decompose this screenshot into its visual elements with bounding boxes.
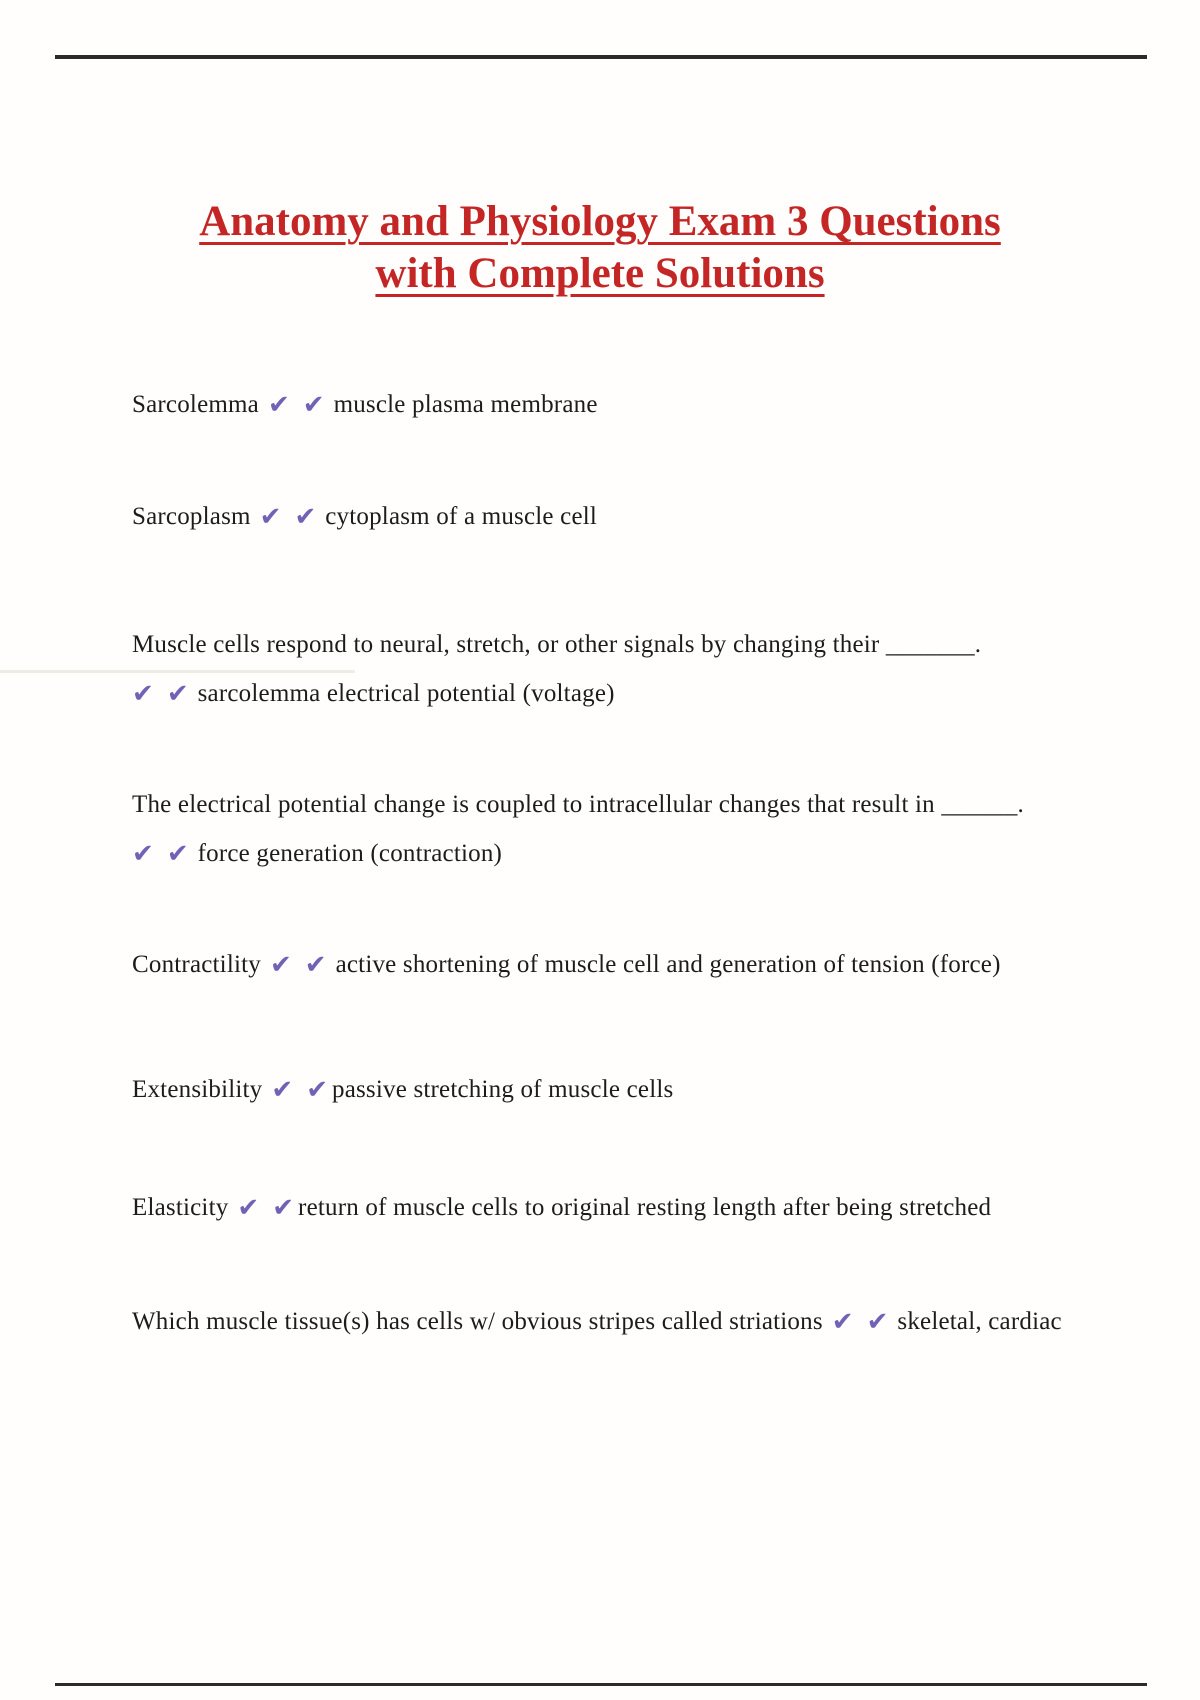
question-line [132, 628, 1142, 661]
qa-item [132, 500, 1142, 534]
qa-item [132, 1191, 1142, 1225]
question-text: Sarcoplasm [132, 503, 251, 530]
question-text: Contractility [132, 951, 261, 978]
question-text: Extensibility [132, 1076, 263, 1103]
double-checkmark-icon: ✔ ✔ [132, 839, 191, 869]
faint-page-divider [0, 670, 355, 673]
qa-item [132, 1073, 1142, 1107]
qa-item [132, 1305, 1142, 1339]
bottom-horizontal-rule [55, 1683, 1147, 1686]
double-checkmark-icon: ✔ ✔ [267, 390, 327, 420]
double-checkmark-icon: ✔ ✔ [269, 950, 329, 980]
page-title-line-2: with Complete Solutions [375, 250, 825, 298]
double-checkmark-icon: ✔ ✔ [831, 1307, 891, 1337]
answer-line [132, 837, 1142, 871]
question-text: Elasticity [132, 1194, 229, 1221]
answer-line [132, 677, 1142, 711]
answer-text: passive stretching of muscle cells [332, 1076, 674, 1103]
page-title-line-1: Anatomy and Physiology Exam 3 Questions [199, 198, 1001, 245]
question-text: Which muscle tissue(s) has cells w/ obvious stripes called striations [132, 1308, 823, 1335]
double-checkmark-icon: ✔ ✔ [237, 1193, 297, 1223]
question-text: Muscle cells respond to neural, stretch, or other signals by changing their _______. [132, 631, 982, 658]
answer-text: skeletal, cardiac [897, 1308, 1062, 1335]
answer-text: force generation (contraction) [197, 840, 503, 867]
page-title [0, 196, 1200, 301]
question-line [132, 788, 1142, 821]
answer-text: active shortening of muscle cell and generation of tension (force) [335, 951, 1001, 978]
double-checkmark-icon: ✔ ✔ [271, 1075, 330, 1105]
qa-item [132, 948, 1142, 982]
qa-item [132, 388, 1142, 422]
answer-text: return of muscle cells to original resting length after being stretched [298, 1194, 992, 1221]
qa-item [132, 788, 1142, 871]
top-horizontal-rule [55, 55, 1147, 59]
answer-text: sarcolemma electrical potential (voltage) [197, 680, 615, 707]
answer-text: cytoplasm of a muscle cell [325, 503, 598, 530]
double-checkmark-icon: ✔ ✔ [259, 502, 319, 532]
question-text: The electrical potential change is coupled to intracellular changes that result in ______. [132, 791, 1024, 818]
answer-text: muscle plasma membrane [333, 391, 598, 418]
double-checkmark-icon: ✔ ✔ [132, 679, 191, 709]
question-text: Sarcolemma [132, 391, 259, 418]
